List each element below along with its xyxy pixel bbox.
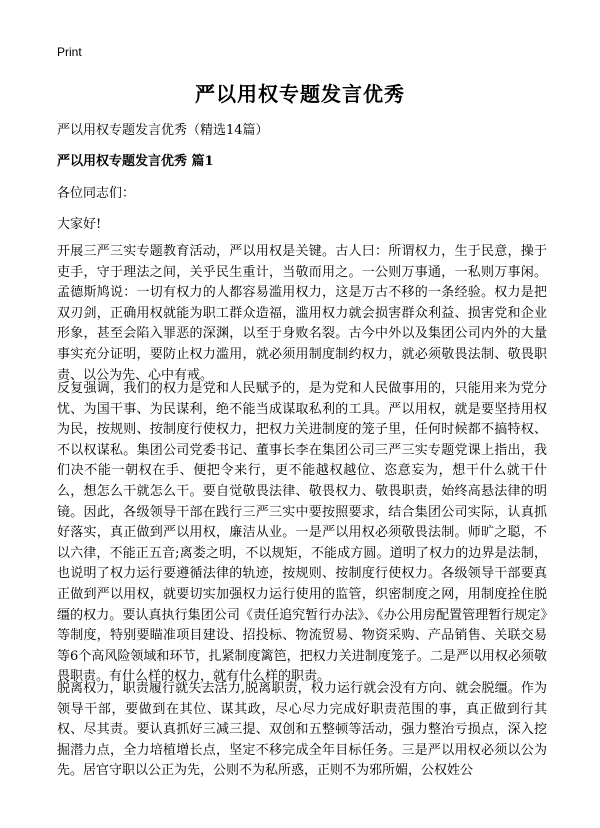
document-title: 严以用权专题发言优秀 [195,82,405,106]
paragraph-1: 开展三严三实专题教育活动，严以用权是关键。古人曰：所谓权力，生于民意，操于吏手，守于理法之间，关乎民生重计，当敬而用之。一公则万事通，一私则万事闲。孟德斯鸠说：一切有权力的人都容易滥用权力，这是万古不移的一条经验。权力是把双刃剑，正确用权就能为职工群众造福，滥用权力就会损害群众利益、损害党和企业形象，甚至会陷入罪恶的深渊，以至于身败名裂。古今中外以及集团公司内外的大量事实充分证明，要防止权力滥用，就必须用制度制约权力，就必须敬畏法制、敬畏职责、以公为先、心中有戒。 [57,244,547,383]
paragraph-3: 脱离权力，职责履行就失去活力,脱离职责，权力运行就会没有方向、就会脱缰。作为领导干部，要做到在其位、谋其政，尽心尽力完成好职责范围的事，真正做到行其权、尽其责。要认真抓好三减三提、双创和五整顿等活动，强力整治亏损点，深入挖掘潜力点，全力培植增长点，坚定不移完成全年目标任务。三是严以用权必须以公为先。居官守职以公正为先，公则不为私所惑，正则不为邪所媚，公权姓公 [57,681,547,779]
salutation: 各位同志们： [57,186,136,201]
print-link[interactable]: Print [57,45,82,59]
section-heading: 严以用权专题发言优秀 篇1 [57,154,214,169]
greeting: 大家好! [57,217,102,232]
document-subtitle: 严以用权专题发言优秀（精选14篇） [57,123,269,138]
paragraph-2: 反复强调，我们的权力是党和人民赋予的，是为党和人民做事用的，只能用来为党分忧、为国干事、为民谋利，绝不能当成谋取私利的工具。严以用权，就是要坚持用权为民，按规则、按制度行使权力，把权力关进制度的笼子里，任何时候都不搞特权、不以权谋私。集团公司党委书记、董事长李在集团公司三严三实专题党课上指出，我们决不能一朝权在手、便把令来行，更不能越权越位、恣意妄为，想干什么就干什么，想怎么干就怎么干。要自觉敬畏法律、敬畏权力、敬畏职责，始终高悬法律的明镜。因此，各级领导干部在践行三严三实中要按照要求，结合集团公司实际，认真抓好落实，真正做到严以用权，廉洁从业。一是严以用权必须敬畏法制。师旷之聪，不以六律，不能正五音;离娄之明，不以规矩，不能成方圆。道明了权力的边界是法制，也说明了权力运行要遵循法律的轨迹，按规则、按制度行使权力。各级领导干部要真正做到严以用权，就要切实加强权力运行使用的监管，织密制度之网，用制度拴住脱缰的权力。要认真执行集团公司《责任追究暂行办法》、《办公用房配置管理暂行规定》等制度，特别要瞄准项目建设、招投标、物流贸易、物资采购、产品销售、关联交易等6个高风险领域和环节，扎紧制度篱笆，把权力关进制度笼子。二是严以用权必须敬畏职责。有什么样的权力，就有什么样的职责。 [57,381,547,685]
